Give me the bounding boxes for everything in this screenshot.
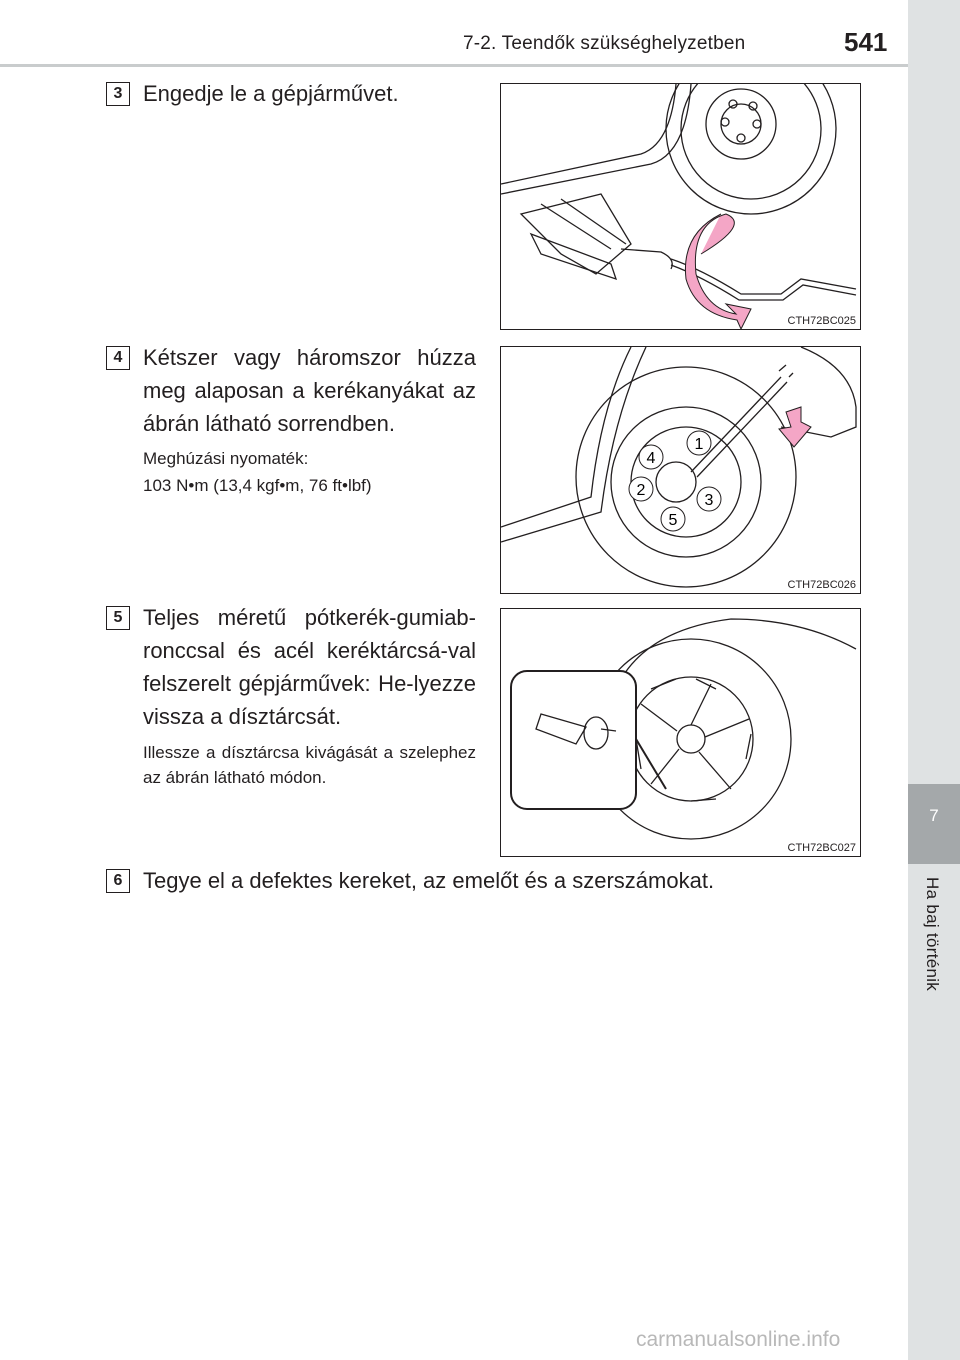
figure-wheel-cap [500,608,861,857]
rotate-arrow-icon [685,214,751,329]
step-note: Illessze a dísztárcsa kivágását a szelephez az ábrán látható módon. [143,743,476,787]
nut-label-4: 4 [646,450,656,467]
figure-code: CTH72BC027 [787,842,856,854]
watermark: carmanualsonline.info [636,1328,841,1351]
nut-label-3: 3 [704,492,714,509]
section-title: 7-2. Teendők szükséghelyzetben [463,33,746,54]
step-number-badge: 5 [106,606,130,630]
page-number: 541 [844,27,888,57]
step-number-badge: 6 [106,869,130,893]
torque-label: Meghúzási nyomaték: [143,449,309,468]
step-text: Engedje le a gépjárművet. [143,81,399,106]
chapter-side-tab [908,0,960,1360]
step-text: Kétszer vagy háromszor húzza meg alaposan a kerékanyákat az ábrán látható sorrendben. [143,345,476,436]
chapter-title: Ha baj történik [923,877,942,992]
step-number-badge: 3 [106,82,130,106]
tighten-nuts-illustration [501,347,861,594]
nut-label-1: 1 [694,436,704,453]
lower-vehicle-illustration [501,84,861,330]
step-text: Teljes méretű pótkerék-gumiab-ronccsal és acél keréktárcsá-val felszerelt gépjárművek: He-lyezze vissza a dísztárcsát. [143,605,476,729]
chapter-number: 7 [929,806,939,825]
nut-label-5: 5 [668,512,678,529]
torque-value: 103 N•m (13,4 kgf•m, 76 ft•lbf) [143,476,372,495]
figure-tighten-nuts [500,346,861,594]
header-divider [0,64,908,67]
nut-label-2: 2 [636,482,646,499]
step-text: Tegye el a defektes kereket, az emelőt és a szerszámokat. [143,868,715,893]
figure-code: CTH72BC026 [787,579,856,591]
wheel-cap-illustration [501,609,861,857]
figure-lower-vehicle [500,83,861,330]
step-number-badge: 4 [106,346,130,370]
figure-code: CTH72BC025 [787,315,856,327]
